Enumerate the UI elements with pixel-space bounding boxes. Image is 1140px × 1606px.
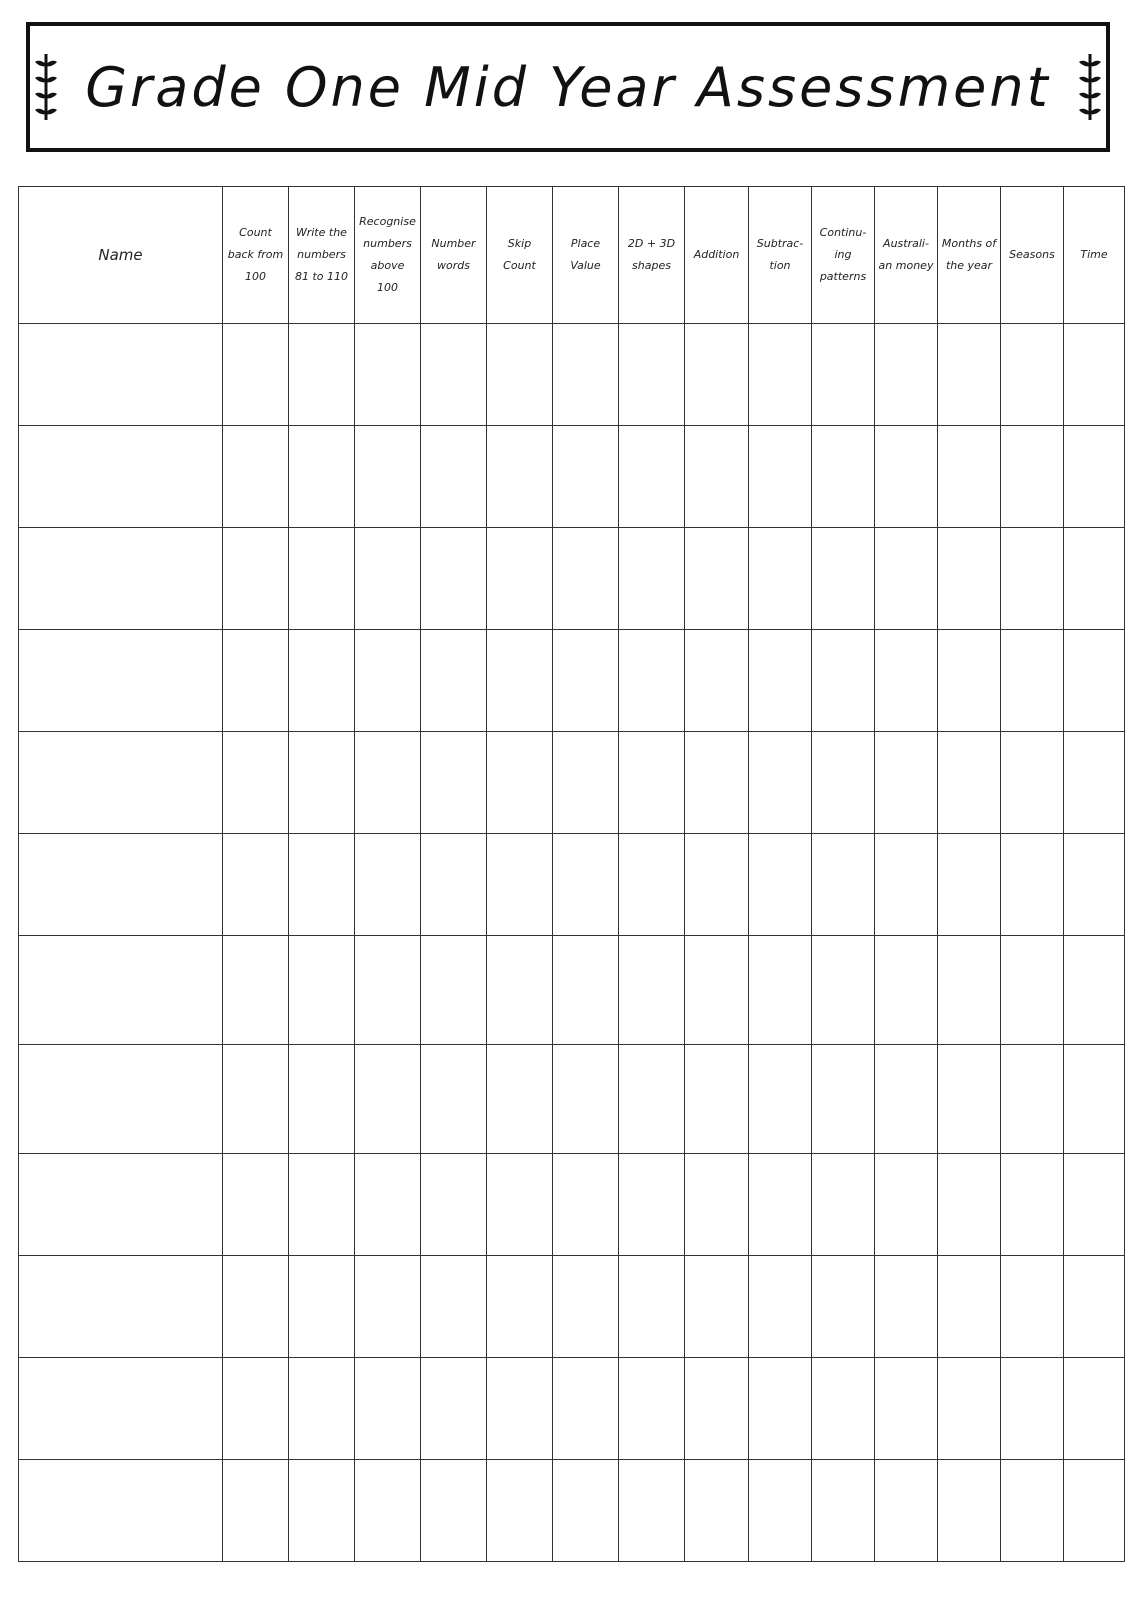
assessment-cell[interactable] [487,732,553,834]
assessment-cell[interactable] [487,936,553,1045]
assessment-cell[interactable] [685,1460,749,1562]
assessment-cell[interactable] [1001,732,1064,834]
assessment-cell[interactable] [553,1256,619,1358]
assessment-cell[interactable] [553,732,619,834]
student-name-cell[interactable] [19,1256,223,1358]
assessment-cell[interactable] [223,630,289,732]
table-row [19,426,1125,528]
assessment-cell[interactable] [223,528,289,630]
assessment-cell[interactable] [875,1460,938,1562]
header-row [19,187,1125,324]
student-name-cell[interactable] [19,528,223,630]
assessment-cell[interactable] [875,528,938,630]
assessment-cell[interactable] [289,1256,355,1358]
assessment-cell[interactable] [487,1154,553,1256]
assessment-cell[interactable] [1001,1154,1064,1256]
assessment-cell[interactable] [685,1154,749,1256]
column-header-number-words: Number words [421,187,487,324]
assessment-cell[interactable] [619,1256,685,1358]
assessment-cell[interactable] [938,1154,1001,1256]
assessment-cell[interactable] [223,1154,289,1256]
column-header-time: Time [1064,187,1125,324]
laurel-sprig-icon [31,50,61,124]
assessment-cell[interactable] [223,1045,289,1154]
assessment-cell[interactable] [685,426,749,528]
assessment-cell[interactable] [421,426,487,528]
assessment-cell[interactable] [1001,1460,1064,1562]
assessment-cell[interactable] [553,1154,619,1256]
assessment-cell[interactable] [289,528,355,630]
assessment-cell[interactable] [355,630,421,732]
assessment-cell[interactable] [749,1460,812,1562]
assessment-cell[interactable] [553,630,619,732]
student-name-cell[interactable] [19,1045,223,1154]
assessment-cell[interactable] [223,1358,289,1460]
student-name-cell[interactable] [19,732,223,834]
assessment-cell[interactable] [223,426,289,528]
assessment-cell[interactable] [749,528,812,630]
assessment-cell[interactable] [355,834,421,936]
assessment-cell[interactable] [355,1460,421,1562]
assessment-cell[interactable] [875,1045,938,1154]
assessment-cell[interactable] [1064,1045,1125,1154]
assessment-cell[interactable] [749,1045,812,1154]
assessment-cell[interactable] [619,426,685,528]
student-name-cell[interactable] [19,936,223,1045]
student-rows [19,324,1125,1562]
assessment-cell[interactable] [553,1358,619,1460]
assessment-cell[interactable] [553,834,619,936]
assessment-cell[interactable] [619,834,685,936]
assessment-cell[interactable] [421,732,487,834]
assessment-cell[interactable] [749,732,812,834]
assessment-cell[interactable] [421,1154,487,1256]
student-name-cell[interactable] [19,1154,223,1256]
assessment-cell[interactable] [875,630,938,732]
assessment-cell[interactable] [812,732,875,834]
assessment-cell[interactable] [685,528,749,630]
assessment-cell[interactable] [1064,936,1125,1045]
assessment-cell[interactable] [289,936,355,1045]
assessment-cell[interactable] [812,1154,875,1256]
assessment-cell[interactable] [875,1256,938,1358]
assessment-cell[interactable] [938,630,1001,732]
assessment-cell[interactable] [619,936,685,1045]
assessment-cell[interactable] [289,1045,355,1154]
column-header-recognise-numbers: Recognise numbers above 100 [355,187,421,324]
assessment-cell[interactable] [619,1358,685,1460]
assessment-cell[interactable] [938,1358,1001,1460]
assessment-cell[interactable] [223,834,289,936]
assessment-cell[interactable] [355,1154,421,1256]
assessment-cell[interactable] [355,426,421,528]
assessment-cell[interactable] [619,528,685,630]
assessment-cell[interactable] [812,1045,875,1154]
column-header-seasons: Seasons [1001,187,1064,324]
table-row [19,1256,1125,1358]
table-row [19,324,1125,426]
assessment-cell[interactable] [938,732,1001,834]
table-row [19,936,1125,1045]
assessment-cell[interactable] [812,936,875,1045]
assessment-cell[interactable] [355,324,421,426]
assessment-cell[interactable] [1001,834,1064,936]
assessment-cell[interactable] [553,426,619,528]
assessment-cell[interactable] [685,732,749,834]
assessment-cell[interactable] [1001,630,1064,732]
assessment-cell[interactable] [355,528,421,630]
assessment-cell[interactable] [749,1154,812,1256]
assessment-cell[interactable] [487,630,553,732]
assessment-cell[interactable] [685,1256,749,1358]
assessment-cell[interactable] [553,324,619,426]
assessment-cell[interactable] [487,834,553,936]
assessment-cell[interactable] [289,630,355,732]
assessment-cell[interactable] [812,1358,875,1460]
assessment-cell[interactable] [487,528,553,630]
assessment-cell[interactable] [938,1256,1001,1358]
assessment-cell[interactable] [619,1045,685,1154]
column-header-count-back: Count back from 100 [223,187,289,324]
page-title: Grade One Mid Year Assessment [85,55,1051,119]
assessment-cell[interactable] [1064,630,1125,732]
assessment-cell[interactable] [619,1154,685,1256]
assessment-cell[interactable] [938,936,1001,1045]
column-header-skip-count: Skip Count [487,187,553,324]
name-column-header: Name [19,187,223,324]
assessment-cell[interactable] [421,1358,487,1460]
assessment-cell[interactable] [1001,1045,1064,1154]
table-row [19,834,1125,936]
assessment-cell[interactable] [289,1154,355,1256]
student-name-cell[interactable] [19,426,223,528]
assessment-cell[interactable] [421,936,487,1045]
column-header-patterns: Continu- ing patterns [812,187,875,324]
assessment-cell[interactable] [938,1045,1001,1154]
assessment-cell[interactable] [421,324,487,426]
assessment-cell[interactable] [685,1045,749,1154]
table-row [19,732,1125,834]
assessment-cell[interactable] [421,528,487,630]
student-name-cell[interactable] [19,834,223,936]
assessment-cell[interactable] [1001,1256,1064,1358]
assessment-cell[interactable] [223,324,289,426]
assessment-cell[interactable] [355,732,421,834]
student-name-cell[interactable] [19,630,223,732]
table-row [19,630,1125,732]
title-banner [26,22,1110,152]
assessment-cell[interactable] [487,426,553,528]
assessment-cell[interactable] [1064,1256,1125,1358]
assessment-cell[interactable] [938,528,1001,630]
assessment-cell[interactable] [223,936,289,1045]
table-row [19,1358,1125,1460]
assessment-cell[interactable] [749,630,812,732]
assessment-cell[interactable] [685,1358,749,1460]
assessment-cell[interactable] [355,1358,421,1460]
assessment-cell[interactable] [685,324,749,426]
assessment-cell[interactable] [223,732,289,834]
assessment-cell[interactable] [289,324,355,426]
assessment-cell[interactable] [938,426,1001,528]
assessment-cell[interactable] [938,324,1001,426]
assessment-cell[interactable] [812,1460,875,1562]
assessment-cell[interactable] [875,1358,938,1460]
assessment-cell[interactable] [875,324,938,426]
assessment-cell[interactable] [1064,834,1125,936]
assessment-cell[interactable] [289,1460,355,1562]
assessment-cell[interactable] [812,1256,875,1358]
table-row [19,528,1125,630]
assessment-cell[interactable] [421,834,487,936]
assessment-cell[interactable] [1001,936,1064,1045]
assessment-cell[interactable] [355,1045,421,1154]
assessment-cell[interactable] [223,1460,289,1562]
assessment-cell[interactable] [875,936,938,1045]
assessment-cell[interactable] [812,528,875,630]
assessment-cell[interactable] [875,1154,938,1256]
assessment-cell[interactable] [421,1460,487,1562]
table-row [19,1154,1125,1256]
assessment-cell[interactable] [812,834,875,936]
assessment-cell[interactable] [749,1256,812,1358]
assessment-cell[interactable] [289,426,355,528]
assessment-cell[interactable] [619,324,685,426]
column-header-addition: Addition [685,187,749,324]
table-row [19,1045,1125,1154]
assessment-cell[interactable] [749,1358,812,1460]
assessment-cell[interactable] [749,834,812,936]
assessment-cell[interactable] [553,936,619,1045]
column-header-shapes: 2D + 3D shapes [619,187,685,324]
assessment-cell[interactable] [421,1256,487,1358]
assessment-cell[interactable] [875,834,938,936]
assessment-cell[interactable] [553,1045,619,1154]
assessment-cell[interactable] [1064,732,1125,834]
assessment-cell[interactable] [553,528,619,630]
assessment-cell[interactable] [1064,1358,1125,1460]
assessment-cell[interactable] [553,1460,619,1562]
assessment-cell[interactable] [685,936,749,1045]
assessment-cell[interactable] [487,1460,553,1562]
assessment-cell[interactable] [289,834,355,936]
assessment-cell[interactable] [812,324,875,426]
student-name-cell[interactable] [19,324,223,426]
assessment-cell[interactable] [421,1045,487,1154]
column-header-subtraction: Subtrac- tion [749,187,812,324]
column-header-money: Australi- an money [875,187,938,324]
table-row [19,1460,1125,1562]
column-header-months: Months of the year [938,187,1001,324]
assessment-cell[interactable] [487,1045,553,1154]
assessment-cell[interactable] [749,324,812,426]
assessment-cell[interactable] [289,1358,355,1460]
assessment-cell[interactable] [619,630,685,732]
assessment-cell[interactable] [619,1460,685,1562]
column-header-write-numbers: Write the numbers 81 to 110 [289,187,355,324]
assessment-cell[interactable] [1064,426,1125,528]
assessment-cell[interactable] [487,324,553,426]
assessment-table [18,186,1125,1562]
assessment-cell[interactable] [938,1460,1001,1562]
assessment-cell[interactable] [487,1256,553,1358]
assessment-cell[interactable] [938,834,1001,936]
assessment-cell[interactable] [1001,426,1064,528]
assessment-cell[interactable] [685,834,749,936]
assessment-cell[interactable] [1064,1154,1125,1256]
laurel-sprig-icon [1075,50,1105,124]
student-name-cell[interactable] [19,1460,223,1562]
assessment-cell[interactable] [749,936,812,1045]
assessment-cell[interactable] [1001,1358,1064,1460]
assessment-cell[interactable] [487,1358,553,1460]
assessment-cell[interactable] [812,630,875,732]
assessment-cell[interactable] [289,732,355,834]
column-header-place-value: Place Value [553,187,619,324]
assessment-cell[interactable] [875,426,938,528]
student-name-cell[interactable] [19,1358,223,1460]
assessment-cell[interactable] [355,1256,421,1358]
assessment-cell[interactable] [1064,528,1125,630]
assessment-cell[interactable] [223,1256,289,1358]
assessment-cell[interactable] [1001,324,1064,426]
assessment-cell[interactable] [812,426,875,528]
assessment-cell[interactable] [685,630,749,732]
assessment-cell[interactable] [1064,324,1125,426]
assessment-cell[interactable] [421,630,487,732]
assessment-cell[interactable] [749,426,812,528]
assessment-cell[interactable] [1001,528,1064,630]
assessment-cell[interactable] [875,732,938,834]
assessment-cell[interactable] [1064,1460,1125,1562]
assessment-cell[interactable] [355,936,421,1045]
assessment-cell[interactable] [619,732,685,834]
